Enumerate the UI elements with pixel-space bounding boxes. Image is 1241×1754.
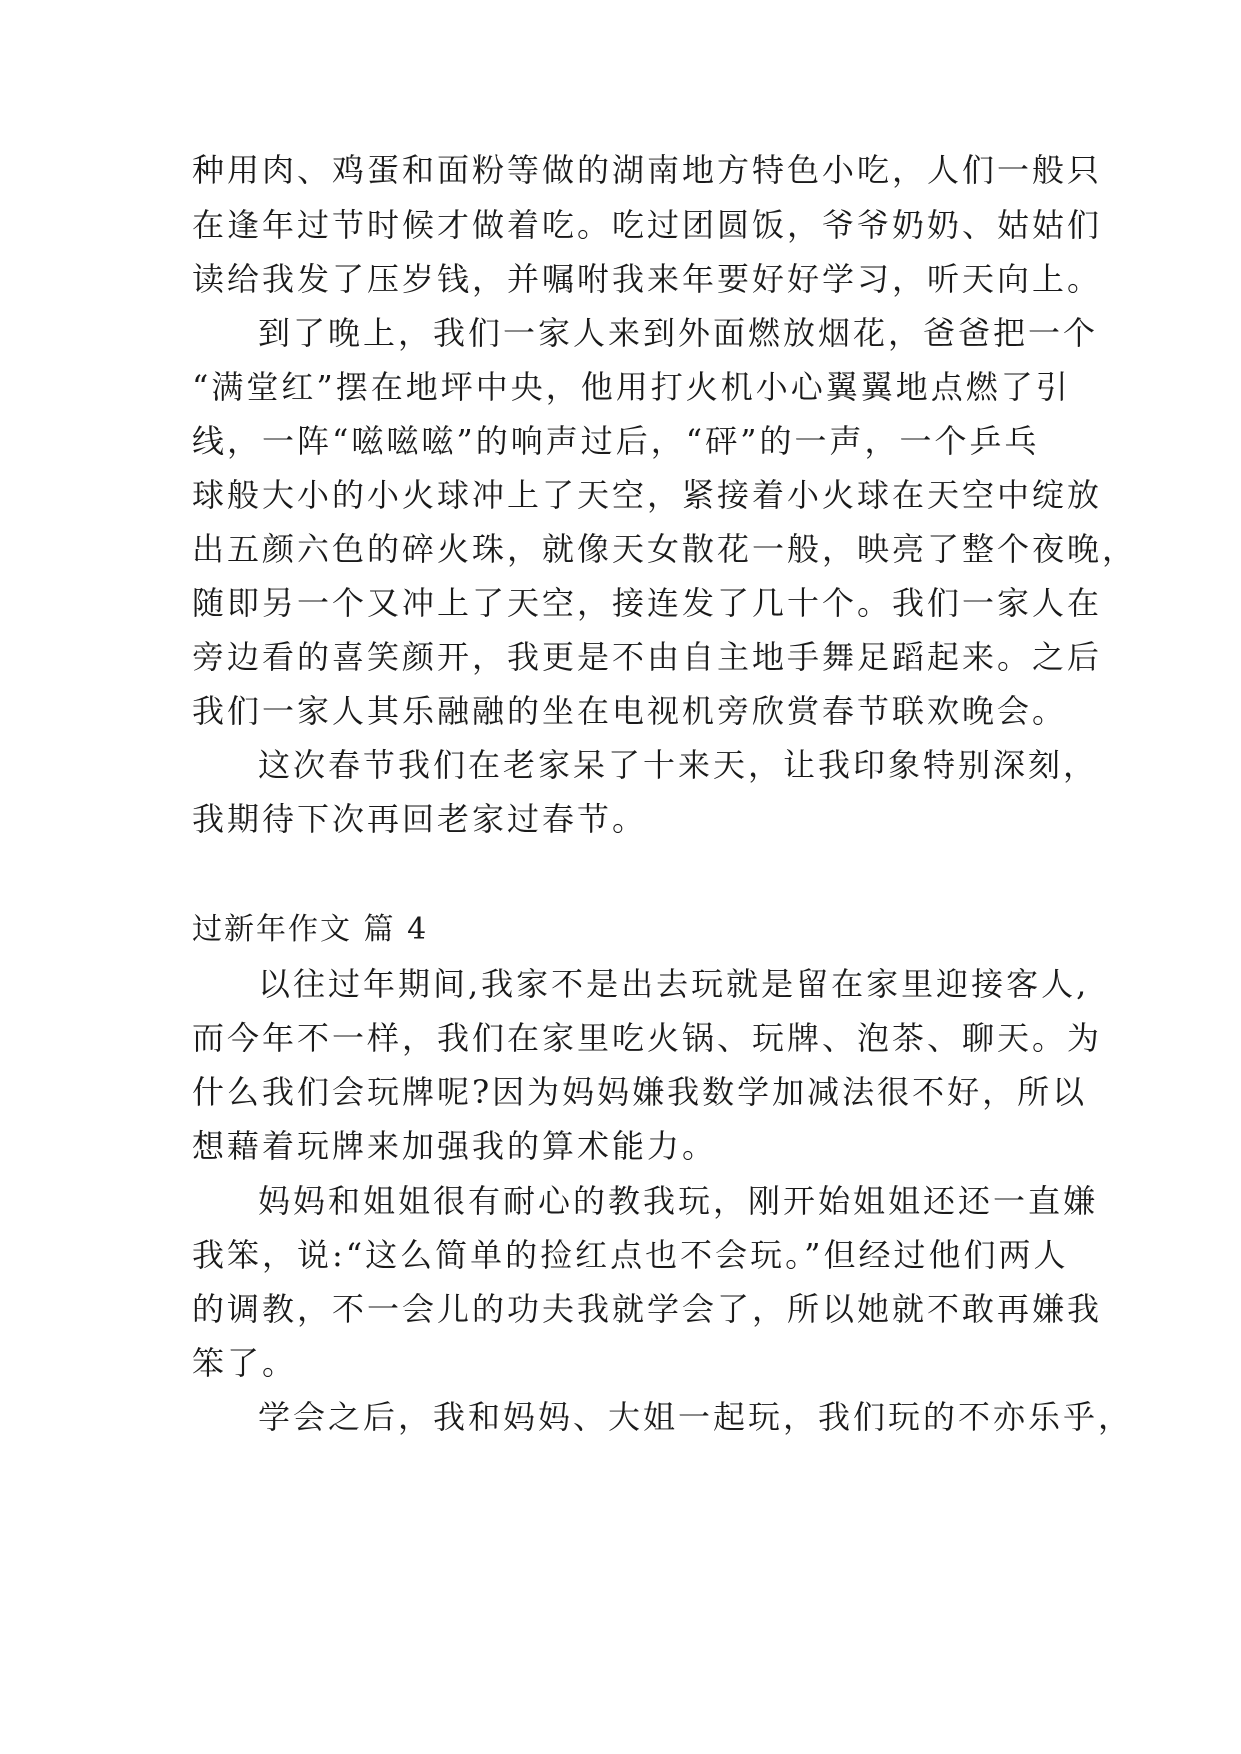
paragraph-line: 旁边看的喜笑颜开，我更是不由自主地手舞足蹈起来。之后 [192, 638, 1103, 676]
paragraph-line: 以往过年期间,我家不是出去玩就是留在家里迎接客人, [258, 965, 1090, 1003]
paragraph-line: 球般大小的小火球冲上了天空，紧接着小火球在天空中绽放 [192, 476, 1103, 514]
paragraph-line: 而今年不一样，我们在家里吃火锅、玩牌、泡茶、聊天。为 [192, 1019, 1103, 1057]
paragraph-line: 读给我发了压岁钱，并嘱咐我来年要好好学习，听天向上。 [192, 260, 1103, 298]
paragraph-line: 什么我们会玩牌呢?因为妈妈嫌我数学加减法很不好，所以 [192, 1073, 1088, 1111]
paragraph-line: 我们一家人其乐融融的坐在电视机旁欣赏春节联欢晚会。 [192, 692, 1068, 730]
paragraph-line: 我期待下次再回老家过春节。 [192, 800, 648, 838]
paragraph-line: 想藉着玩牌来加强我的算术能力。 [192, 1127, 718, 1165]
paragraph-line: 这次春节我们在老家呆了十来天，让我印象特别深刻， [258, 746, 1099, 784]
paragraph-line: 种用肉、鸡蛋和面粉等做的湖南地方特色小吃，人们一般只 [192, 151, 1103, 189]
paragraph-line: 的调教，不一会儿的功夫我就学会了，所以她就不敢再嫌我 [192, 1290, 1103, 1328]
section-heading: 过新年作文 篇 4 [192, 912, 429, 947]
paragraph-line: 学会之后，我和妈妈、大姐一起玩，我们玩的不亦乐乎， [258, 1398, 1134, 1436]
paragraph-line: 随即另一个又冲上了天空，接连发了几十个。我们一家人在 [192, 584, 1103, 622]
paragraph-line: 我笨，说:“这么简单的捡红点也不会玩。”但经过他们两人 [192, 1236, 1069, 1274]
paragraph-line: 到了晚上，我们一家人来到外面燃放烟花，爸爸把一个 [258, 314, 1099, 352]
paragraph-line: 线，一阵“嗞嗞嗞”的响声过后，“砰”的一声，一个乒乓 [192, 422, 1040, 460]
paragraph-line: 妈妈和姐姐很有耐心的教我玩，刚开始姐姐还还一直嫌 [258, 1182, 1099, 1220]
paragraph-line: 在逢年过节时候才做着吃。吃过团圆饭，爷爷奶奶、姑姑们 [192, 206, 1103, 244]
paragraph-line: “满堂红”摆在地坪中央，他用打火机小心翼翼地点燃了引 [192, 368, 1071, 406]
paragraph-line: 出五颜六色的碎火珠，就像天女散花一般，映亮了整个夜晚， [192, 530, 1138, 568]
paragraph-line: 笨了。 [192, 1344, 298, 1382]
